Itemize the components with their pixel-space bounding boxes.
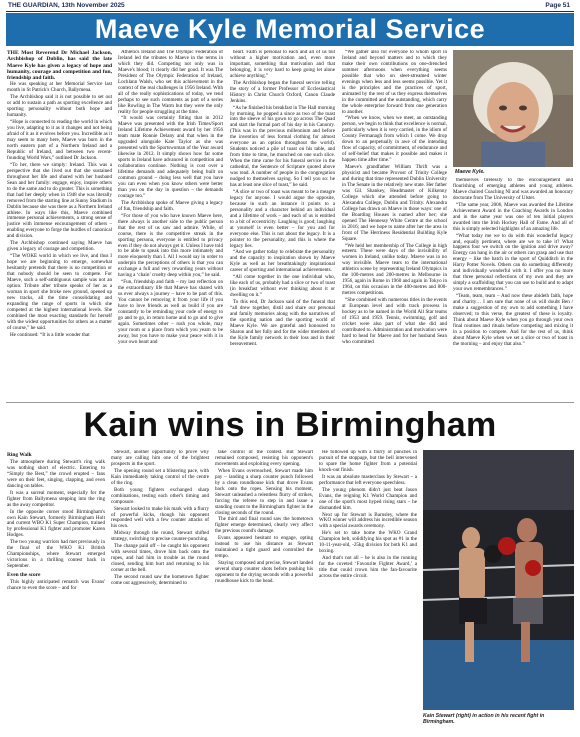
paragraph: He followed up with a flurry of punches in pursuit of the stoppage, but the bell intervened to spare the home fighter from a potential knock-out finish.	[319, 450, 417, 473]
paragraph: “A slice or two of toast was meant to be a meagre legacy for anyone. I would argue the opposite, because in such an instance it points to a personality and a character behind an individual and a lifetime of work – and each of us is entitled to a bit of eccentricity. Laughing is good; laughing at yourself is even better – for you and for everyone else. This is not about the legacy. It is a pointer to the personality, and this is where the legacy lies.	[230, 188, 335, 249]
paragraph: Evans appeared hesitant to engage, opting instead to use his distance as Stewart maintained a tight guard and controlled the tempo.	[215, 535, 313, 560]
paragraph: The Archbishop said it is not possible to set out or add to sustain a path as sporting excellence and sporting personality without both hope and humanity.	[7, 94, 112, 119]
story2-column-3	[215, 450, 313, 735]
maeve-kyle-photo	[453, 50, 573, 167]
paragraph: “Team, team, team – And now these abideth faith, hope and charity… I am sure that none of us will doubt Ben / make a suggestion of my own to add something I have observed; to this verse, the greatest of these is loyalty. Think about Maeve Kyle when you go through your own final routines and rituals before competing and mixing it in a position to compete. And for the rest of us, think about Maeve Kyle when we set a slice or two of toast in the morning – and enjoy that also.”	[453, 293, 573, 347]
story2-photo-caption: Kain Stewart (right) in action in his recent fight in Birmingham.	[423, 713, 545, 726]
paragraph: “As he finished his breakfast in The Hall morning by morning, he popped a since as two of the toast into the sleeve of his gown to go across The Quad and start the formal part of his day in his Canonry. (This was in the previous millennium and before the invention of less formal clothing for almost everyone as an option throughout the world). Students noticed a pile of toast on his table, and from time to time, he munched on one such slice. When the time came for his funeral service in the cathedral, the Sentence of Scripture quoted above was read. A number of people in the congregation nudged to themselves saying. So I tell you so: he has at least one slice of toast,” he said.	[230, 104, 335, 188]
publication-date: THE GUARDIAN, 13th November 2025	[8, 2, 125, 9]
paragraph: The opening round set a blistering pace, with Kain immediately taking control of the centre of the ring.	[111, 467, 209, 486]
paragraph: The Archbishop spoke of Maeve giving a legacy of fun, friendship and faith.	[118, 199, 223, 212]
subheading: Even the score	[7, 572, 41, 579]
paragraph: take control of the contest. But Stewart remained composed, resisting his opponent's movements and exploiting every opening.	[215, 450, 313, 467]
folio-rule	[6, 11, 574, 12]
paragraph: The second round saw the hometown fighter come out aggressively, determined to	[111, 574, 209, 587]
paragraph: The Archbishop continued saying Maeve has given a legacy of courage and competition.	[7, 240, 112, 253]
kickboxing-photo	[423, 450, 574, 710]
paragraph: When Evans overreached, Stewart made him pay – landing a sharp counter punch followed by a clean roundhouse kick that drove Evans back onto the ropes. Sensing his moment, Stewart unleashed a relentless flurry of strikes, forcing the referee to step in and issue a standing count to the Birmingham fighter in the closing seconds of the round.	[215, 467, 313, 516]
paragraph: “The WOKE world in which we live, and thus I hope we are beginning to emerge, somewhat hesitantly pretends that there is no competition or that nobody should be seen to compete. For Maeve, such a self-ambiguous sample was not an option. Tribute after tribute speaks of her as a woman in sport she broke new ground, opened up new tracks, all the time consolidating and expanding the range of sports in which she competed at the highest international levels. She combined the most exacting standards for herself with the widest opportunities for others as a matter of course,” he said.	[7, 253, 112, 331]
paragraph: The Archbishop began the funeral service telling the story of a former Professor of Ecclesiastical History in Christ Church Oxford, Canon Claude Jenkins.	[230, 79, 335, 104]
paragraph: The atmosphere during Stewart's ring walk was nothing short of electric. Entering to “Simply the Best,” the crowd erupted – fans were on their feet, singing, clapping, and even dancing on tables.	[7, 458, 105, 489]
story1-column-5	[453, 178, 573, 400]
story2-column-2	[111, 450, 209, 735]
paragraph: “For those of you who have known Maeve here, there always is another side to the public person that the rest of us saw and admire. While, of course, there is the competitive streak in the sporting persona, everyone is entitled to privacy even if they do not always get it. Unless I have told to be able to speak into this more intimately and more eloquently than I. All I would say in order to underpin the perceptions of others is that you can exchange a full and very rewarding years without having a ‘chain’ cruelty deep within you,” he said.	[118, 212, 223, 279]
paragraph: It was a surreal moment, especially for the fighter from Ballymena stepping into the ring as the away competitor.	[7, 489, 105, 508]
paragraph: themselves tirelessly to the encouragement and flourishing of emerging athletes and young athletes. Maeve chaired Coaching NI and was awarded an honorary doctorate from The University of Ulster.	[453, 178, 573, 201]
paragraph: To this end, Dr Jackson said of the funeral that “all drew together, distil and share our personal and family memories along with the narratives of the sporting nation and the sporting world of Maeve Kyle. We are grateful and honoured to Sharon and her fully and for the wider members of the Kyle family network in their loss and in their bereavement.	[230, 299, 335, 347]
story1-banner	[6, 13, 574, 46]
paragraph: In the opposite corner stood Birmingham's own Kain Stewart, formerly Birmingham Holt and current WBO K1 Super Champion, trained by professional K1 fighter and promoter Karen Hodges.	[7, 508, 105, 539]
story2-headline: Kain wins in Birmingham	[83, 406, 497, 444]
paragraph: It was an absolute masterclass by Stewart – a performance that left everyone speechless.	[319, 473, 417, 486]
paragraph: The young phenom didn't just beat Jason Evans, the reigning K1 World Champion and one of the sport's most hyped rising stars – he dismantled him.	[319, 486, 417, 511]
paragraph: The third and final round saw the hometown fighter emerge determined, clearly very affect the previous round's damage.	[215, 516, 313, 535]
paragraph: Maeve's grandfather William Thrift was a physicist and became Provost of Trinity College and during that time represented Dublin University in The Senate in the relatively new state. Her father was Gil. Shankey, Headmaster of Kilkenny College which she attended before going to Alexandra College, Dublin and Trinity. Alexandra College has drawn on Maeve in those ways: one of the Boarding Houses is named after her; she opened The Hennessy White Centre at the school in 2016; and we hope to name after her the area in front of The Herriness Residential Building Kyle Square.	[342, 164, 447, 242]
lead-paragraph: THE Most Reverend Dr Michael Jackson, Archbishop of Dublin, has said the late Maeve Kyle has given a legacy of hope and humanity, courage and competition and fun, friendship and faith.	[7, 50, 112, 82]
paragraph: He was speaking at her Memorial Service last month in St Patrick's Church, Ballymena.	[7, 81, 112, 94]
subheading: Ring Walk	[7, 452, 32, 458]
paragraph: “We gather also for everyone to whom sport in Ireland and beyond matters and to which they make their own contributions on one-drenched summer afternoons when everything seems possible that who on sleet-streamed winter evenings when less and less seems possible. Yet it is the principles and the practices of sport, animated by the rest of us they express themselves in the committed and the outstanding, which carry the whole enterprise forward from one generation to another.	[342, 50, 447, 115]
paragraph: “Fun, friendship and faith – my last reflection on the extraordinary life that Maeve has shared with us ever always a journey – have to be part of this. You cannot be removing it from your life if you have to love friends as well as build if you are constantly to be reminding your code of energy to go and to go, in return home and to go and to give again. Sometimes other – rush you whole, may your room or a place from which you yearn to be away, but you have to make your peace with it in your own heart and	[118, 279, 223, 345]
paragraph: Athletics Ireland and The Olympic Federation of Ireland led the tributes to Maeve in the terms in which they did. Competing not only was in Maeve's blood; it clearly did her good. It was The President of The Olympic Federation of Ireland, Lochlann Walsh, who set this achievement in the context of the real challenges in 1956 Ireland. With all of the really sophistications of today, we tend perhaps to see such comments as part of a series like Rowling in The Warm but they were the only reality for people struggling at the time.	[118, 50, 223, 115]
paragraph: Staying composed and precise, Stewart landed several sharp counter shots before pushing his opponent to the drying seconds with a powerful roundhouse kick to the head.	[215, 560, 313, 585]
paragraph: He continued: “It is a little wonder that	[10, 331, 90, 338]
story2-column-4	[319, 450, 417, 735]
paragraph: “What today me we to do with this wonderful legacy and, equally pertinent, where are we to take it? What happens four we switch on the ignition and drive away? Energy can hang in the air or others can grasp and use that energy – like the batch in the sport of Quidditch in the Harry Potter Novels. Others can do something differently and individually wonderful with it. I offer you no more that three personal reflections of my own and they are simply a scaffolding that you can use to build and to adapt your own remembrances.”	[453, 232, 573, 293]
paragraph: Next up for Stewart is Barnsley, where the WKO winner will address his incredible season with a special awards ceremony.	[319, 511, 417, 530]
portrait-image	[453, 50, 573, 167]
paragraph: Midway through the round, Stewart shifted strategy, switching to precise counter-punching.	[111, 530, 209, 543]
paragraph: “She combined with numerous titles in the events at European level and with track prowess in hockey as to be named in the World All Star teams of 1953 and 1959. Tennis, swimming, golf and cricket were also part of what she did and contributed to. Administration and motivation were hard to head for Maeve and for her husband Sean who committed	[342, 297, 447, 345]
paragraph: Stewart, another opportunity to prove why many are calling him one of the brightest prospects in the sport.	[111, 450, 209, 467]
story1-photo-caption: Maeve Kyle.	[455, 169, 485, 175]
story2-headline-bar	[6, 403, 574, 447]
paragraph: Both young fighters exchanged sharp combinations, testing each other's timing and composure.	[111, 486, 209, 505]
paragraph: “The same year, 2006, Maeve was awarded the Lifetime Achievement Award in the Coaching Awards in London and in the same year was one of ten initial players awarded into the Irish Hockey Hall of Fame. And all of this is simply selected highlights of an amazing life.	[453, 201, 573, 232]
paragraph: “To her, there we simply: Ireland. This was a perspective that she lived out that she sustained throughout her life and shared with her husband Sean and her family: engage, enjoy, inspire others to do the same and to do greater. This is something that had her deeply when in 1948 she was literally removed from the starting line at Sunny Stadium in Dublin because she was there as a Northern Ireland athlete. In ways like this, Maeve combined immense personal achievements, a strong sense of justice with immense encouragement of others – enabling everyone to forge the hurdles of canonical and division.	[7, 161, 112, 240]
paragraph: “All come together in the one individual who, like each of us, probably had a slice or two of toast (in breakfast without ever thinking about it or dwelling on it.”	[230, 274, 335, 299]
fight-image	[423, 450, 574, 710]
story2-column-1	[7, 450, 105, 735]
paragraph: The change paid off – he caught his opponent with several times, drove him back onto the ropes, and had him in trouble as the round closed, sending him hurt and returning to his corner at the bell.	[111, 543, 209, 574]
paragraph: heart. Faith is personal to each and all of us but without a higher motivation and, even more important, something that motivation and that belonging, it is very hard to keep going let alone achieve anything.”	[230, 50, 335, 79]
paragraph: He's set to take home the WKO Grand Champion belt, solidifying his spot as #1 in the 10-11-year-old, -25kg division for both K1 and boxing.	[319, 530, 417, 555]
paragraph: This highly anticipated rematch was Evans' chance to even the score – and for	[7, 579, 105, 592]
paragraph: “It would was certainly fitting that in 2012 Maeve was presented with the Irish Times/Sport Ireland Lifetime Achievement award by her 1956 team mate Ronnie Delany and that when in the upgraded alongside Kate Taylor as she was presented with the Sportswoman of the Year award likewise in 2012. It simply shows how far some sports in Ireland have advanced in competition and collaboration continue. Nothing is cost over a lifetime demands and adequately being built on common ground – doing less well that you have you can even when you know others were better than you on the day in question – the demands courage too.”	[118, 115, 223, 199]
story1-column-2	[118, 50, 223, 400]
story1-headline: Maeve Kyle Memorial Service	[94, 14, 486, 44]
paragraph: “And we gather today to celebrate the personality and the capacity to inspiration shown by Maeve Kyle as well as her breathtakingly inspirational career of sporting and international achievements.	[230, 249, 335, 274]
story1-column-3	[230, 50, 335, 400]
story1-column-4	[342, 50, 447, 400]
paragraph: And that's not all – he is also in the running for the coveted ‘Favourite Fighter Award,’ a title that could crown him the fan-favourite across the entire circuit.	[319, 555, 417, 580]
paragraph: “When we know, when we meet, an outstanding person, we begin to think that excellence is normal, particularly when it is very carried, in the idiom of County Fermanagh from which I come. We drop down to an perpetually in awe of the intending flow of capacity, of commitment, of endurance and of self-belief that makes it possible and makes it happen time after time.”	[342, 115, 447, 164]
page-folio	[8, 1, 572, 11]
page-number: Page 51	[545, 2, 570, 9]
story1-column-1	[7, 50, 112, 400]
paragraph: The two young warriors had met previously in the final of the WKO K1 British Championships, where Stewart emerged victorious in a thrilling contest back in September.	[7, 539, 105, 570]
paragraph: “We held her membership of The College in high esteem. These were days of the invisibility of women in Ireland, unlike today. Maeve was in no way invisible. Maeve tears to the international athletics scene by representing Ireland Olympics in the 100-metres and 200-metres in Melbourne in 1956, again in Rome in 1960 and again in Tokyo in 1964, on this occasion in the 400-metres and 800-metres competitions.	[342, 242, 447, 297]
paragraph: Stewart looked to make his mark with a flurry of powerful kicks, though his opponent responded well with a few counter attacks of his own.	[111, 505, 209, 530]
paragraph: “Hope is connected to reading the world in which you live, adapting to it as it changes and not being afraid of it as it evolves before you. Incredible as it may seem to many here, Maeve was born in the north eastern part of a Northern Ireland and a Republic of Ireland, and between two recent-founding World Wars,” outlined Dr Jackson.	[7, 119, 112, 161]
